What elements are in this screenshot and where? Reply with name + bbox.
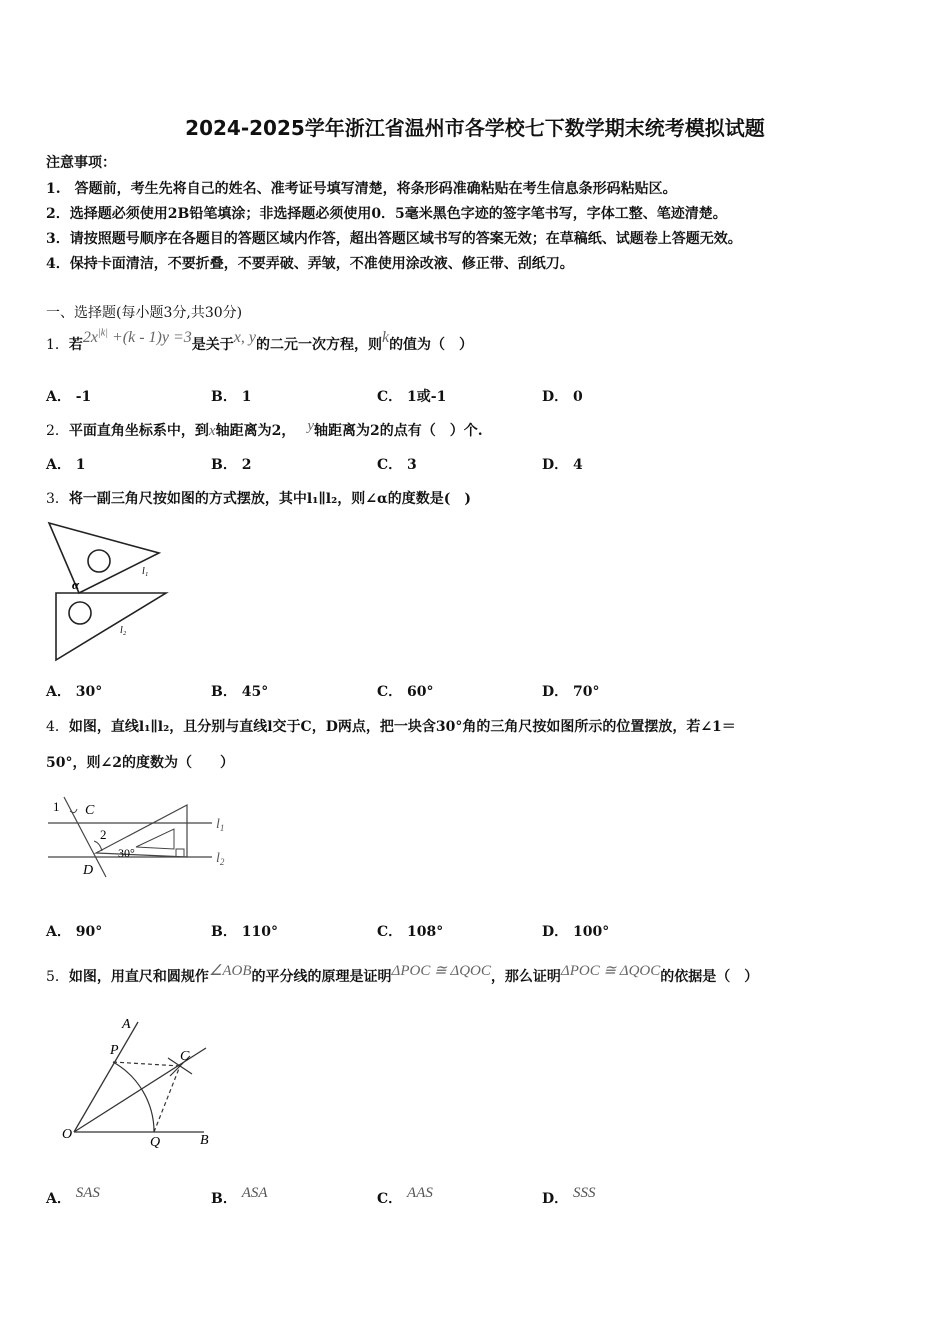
option-letter: C． — [377, 1191, 403, 1207]
notice-item: 1. 答题前，考生先将自己的姓名、准考证号填写清楚，将条形码准确粘贴在考生信息条形码粘贴区。 — [46, 181, 677, 197]
q5-option-b[interactable] — [211, 1185, 268, 1208]
option-letter: B． — [211, 389, 237, 405]
q5-text: 的平分线的原理是证明 — [251, 969, 392, 985]
page-title: 2024-2025学年浙江省温州市各学校七下数学期末统考模拟试题 — [185, 116, 765, 140]
option-text: SSS — [573, 1185, 596, 1201]
q1-option-a[interactable] — [46, 386, 91, 406]
q1-option-b[interactable] — [211, 386, 251, 406]
option-letter: A． — [46, 684, 71, 700]
q2-option-c[interactable] — [377, 454, 417, 474]
point-b-label: B — [200, 1133, 209, 1148]
question-number: 1． — [46, 337, 69, 353]
q5-text: 如图，用直尺和圆规作 — [68, 969, 209, 985]
q5-option-a[interactable] — [46, 1185, 100, 1208]
option-text: 1 — [75, 457, 86, 473]
option-letter: D． — [542, 389, 569, 405]
question-4-line-2: 50°，则∠2的度数为（ ） — [46, 755, 234, 771]
question-number: 2． — [46, 423, 69, 439]
option-text: 0 — [573, 389, 583, 405]
q1-equation — [83, 329, 192, 346]
q5-text: ，那么证明 — [490, 969, 561, 985]
option-letter: B． — [211, 1191, 237, 1207]
ray-oa — [74, 1022, 138, 1132]
option-letter: D． — [542, 684, 569, 700]
notice-item: 4．保持卡面清洁，不要折叠，不要弄破、弄皱，不准使用涂改液、修正带、刮纸刀。 — [46, 256, 574, 272]
option-text: 45° — [241, 684, 269, 700]
alpha-label: α — [72, 577, 80, 592]
option-text: 2 — [241, 457, 252, 473]
option-letter: C． — [377, 457, 403, 473]
l2-label: l₂ — [120, 625, 127, 636]
angle-30-label: 30° — [118, 846, 135, 860]
option-text: ASA — [241, 1185, 268, 1201]
option-text: 90° — [75, 924, 103, 940]
option-letter: A． — [46, 1191, 71, 1207]
point-o-label: O — [62, 1127, 73, 1142]
option-letter: D． — [542, 457, 569, 473]
q2-x: x — [208, 423, 216, 439]
q4-option-b[interactable] — [211, 921, 278, 941]
point-c-label: C — [180, 1049, 190, 1064]
option-text: 4 — [573, 457, 583, 473]
option-letter: D． — [542, 924, 569, 940]
option-text: 110° — [241, 924, 278, 940]
q3-option-c[interactable] — [377, 681, 434, 701]
point-a-label: A — [122, 1017, 131, 1032]
q2-y: y — [307, 418, 315, 434]
l1-label: $l_1$ — [216, 817, 225, 833]
angle-2-arc — [94, 841, 102, 851]
q2-option-b[interactable] — [211, 454, 251, 474]
option-text: 3 — [407, 457, 417, 473]
option-text: 108° — [407, 924, 444, 940]
q4-option-a[interactable] — [46, 921, 102, 941]
option-letter: C． — [377, 924, 403, 940]
option-letter: B． — [211, 924, 237, 940]
angle-1-label: 1 — [53, 799, 60, 814]
option-text: SAS — [75, 1185, 100, 1201]
q4-option-d[interactable] — [542, 921, 609, 941]
q1-option-d[interactable] — [542, 386, 583, 406]
q4-option-c[interactable] — [377, 921, 443, 941]
point-c-label: C — [85, 803, 95, 818]
q1-text: 的值为（ ） — [389, 337, 474, 353]
question-1 — [46, 327, 474, 354]
q1-eq-part: 2x — [82, 329, 99, 346]
point-p-label: P — [110, 1043, 119, 1058]
q3-text: 将一副三角尺按如图的方式摆放，其中l₁∥l₂，则∠α的度数是( ) — [68, 491, 471, 507]
option-text: 1或-1 — [407, 389, 447, 405]
q1-text: 的二元一次方程，则 — [255, 337, 382, 353]
option-text: 1 — [241, 389, 252, 405]
q2-text: 轴距离为2， — [215, 423, 296, 439]
option-letter: C． — [377, 389, 403, 405]
option-letter: A． — [46, 924, 71, 940]
l1-label: l₁ — [142, 566, 149, 577]
q5-option-c[interactable] — [377, 1185, 433, 1208]
set-square-hole — [88, 550, 110, 572]
option-letter: A． — [46, 389, 71, 405]
q3-option-b[interactable] — [211, 681, 268, 701]
option-text: 30° — [75, 684, 103, 700]
point-q-label: Q — [150, 1135, 161, 1150]
q5-congruence: ΔPOC ≅ ΔQOC — [391, 963, 491, 979]
question-2 — [46, 420, 483, 440]
option-letter: B． — [211, 457, 237, 473]
q1-text: 是关于 — [191, 337, 234, 353]
q2-option-d[interactable] — [542, 454, 583, 474]
question-4-line-1 — [46, 716, 736, 736]
option-text: -1 — [75, 389, 92, 405]
option-text: 60° — [407, 684, 434, 700]
question-3 — [46, 488, 471, 508]
question-5 — [46, 963, 759, 986]
q5-text: 的依据是（ ） — [660, 969, 759, 985]
q2-text: 平面直角坐标系中，到 — [68, 423, 209, 439]
segment-qc — [154, 1066, 180, 1132]
set-square-hole — [69, 602, 91, 624]
q5-option-d[interactable] — [542, 1185, 596, 1208]
set-square-inner — [136, 829, 174, 849]
q1-option-c[interactable] — [377, 386, 446, 406]
question-number: 3． — [46, 491, 69, 507]
q1-eq-part: +(k - 1)y =3 — [111, 329, 192, 346]
q5-angle-aob: ∠AOB — [208, 963, 252, 979]
notice-item: 3．请按照题号顺序在各题目的答题区域内作答，超出答题区域书写的答案无效；在草稿纸、试题卷上答题无效。 — [46, 231, 742, 247]
segment-pc — [113, 1062, 180, 1066]
l2-label: $l_2$ — [216, 851, 225, 867]
q5-congruence: ΔPOC ≅ ΔQOC — [560, 963, 661, 979]
notice-heading: 注意事项： — [46, 155, 116, 171]
right-angle-mark — [176, 849, 184, 857]
option-letter: D． — [542, 1191, 569, 1207]
option-text: 70° — [573, 684, 600, 700]
q3-option-a[interactable] — [46, 681, 102, 701]
point-d-label: D — [83, 863, 94, 878]
q1-vars: x, y — [233, 329, 256, 346]
q3-figure — [44, 518, 174, 663]
q1-k: k — [381, 329, 390, 346]
set-square-top — [49, 523, 159, 593]
option-text: 100° — [573, 924, 610, 940]
q2-text: 轴距离为2的点有（ ）个. — [314, 423, 483, 439]
set-square-bottom — [56, 593, 166, 660]
q1-eq-exponent: |k| — [98, 327, 108, 339]
angle-2-label: 2 — [100, 827, 107, 842]
q3-option-d[interactable] — [542, 681, 600, 701]
option-letter: B． — [211, 684, 237, 700]
q4-figure — [44, 795, 244, 880]
q5-figure — [60, 1012, 220, 1152]
option-letter: A． — [46, 457, 71, 473]
question-number: 4． — [46, 719, 69, 735]
question-number: 5． — [46, 969, 69, 985]
notice-item: 2．选择题必须使用2B铅笔填涂；非选择题必须使用0．5毫米黑色字迹的签字笔书写，字体工整、笔迹清楚。 — [46, 206, 727, 222]
option-letter: C． — [377, 684, 403, 700]
arc-pq — [113, 1062, 154, 1132]
section-heading: 一、选择题(每小题3分,共30分) — [46, 305, 243, 321]
q4-text: 如图，直线l₁∥l₂，且分别与直线l交于C，D两点，把一块含30°角的三角尺按如图所示的位置摆放，若∠1＝ — [68, 719, 736, 735]
option-text: AAS — [407, 1185, 433, 1201]
q1-text: 若 — [68, 337, 83, 353]
q2-option-a[interactable] — [46, 454, 86, 474]
